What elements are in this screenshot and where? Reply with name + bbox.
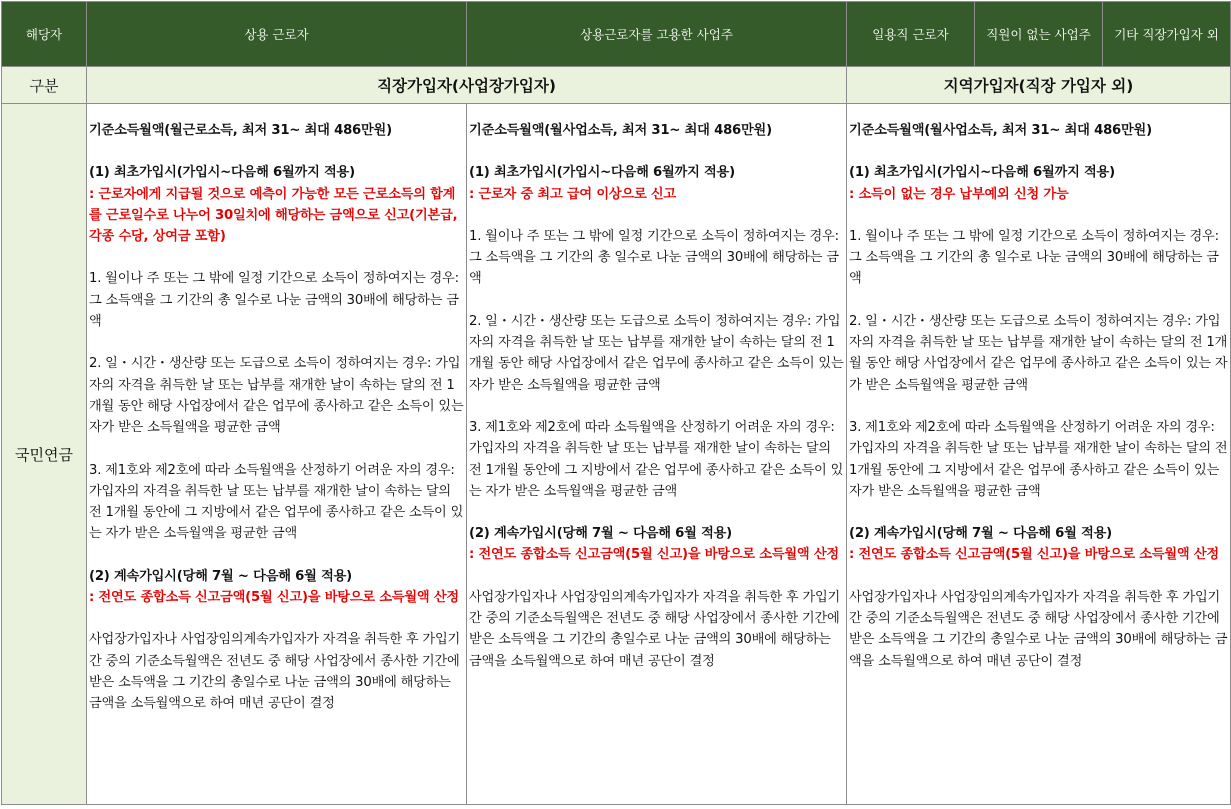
regional-cont-text: 사업장가입자나 사업장임의계속가입자가 자격을 취득한 후 가입기간 중의 기준소득월액은 전년도 중 해당 사업장에서 종사한 기간에 받은 소득액을 그 기간의 총일수로 나눈 금액의 30배에 해당하는 금액을 소득월액으로 하여 매년 공단이 결정	[849, 589, 1228, 669]
cell-employee	[87, 104, 467, 805]
employee-first-heading: (1) 최초가입시(가입시~다음해 6월까지 적용)	[89, 165, 355, 181]
employee-title: 기준소득월액(월근로소득, 최저 31~ 최대 486만원)	[89, 123, 392, 138]
employer-first-note: : 근로자 중 최고 급여 이상으로 신고	[469, 186, 676, 202]
pension-table	[1, 1, 1231, 805]
header-regular-worker: 상용 근로자	[87, 2, 467, 67]
header-row	[2, 2, 1231, 67]
cell-regional	[847, 104, 1231, 805]
employee-item3: 3. 제1호와 제2호에 따라 소득월액을 산정하기 어려운 자의 경우: 가입자의 자격을 취득한 날 또는 납부를 재개한 날이 속하는 달의 전 1개월 동안에 그 지방에서 같은 업무에 종사하고 같은 소득이 있는 자가 받은 소득월액을 평균한 금액	[89, 462, 464, 542]
employee-first-note: : 근로자에게 지급될 것으로 예측이 가능한 모든 근로소득의 합계를 근로일수로 나누어 30일치에 해당하는 금액으로 신고(기본급, 각종 수당, 상여금 포함)	[89, 186, 458, 245]
regional-item2: 2. 일・시간・생산량 또는 도급으로 소득이 정하여지는 경우: 가입자의 자격을 취득한 날 또는 납부를 재개한 날이 속하는 달의 전 1개월 동안 해당 사업장에서 같은 업무에 종사하고 같은 소득이 있는 자가 받은 소득월액을 평균한 금액	[849, 313, 1228, 393]
header-sole-proprietor: 직원이 없는 사업주	[975, 2, 1103, 67]
employer-item3: 3. 제1호와 제2호에 따라 소득월액을 산정하기 어려운 자의 경우: 가입자의 자격을 취득한 날 또는 납부를 재개한 날이 속하는 달의 전 1개월 동안에 그 지방에서 같은 업무에 종사하고 같은 소득이 있는 자가 받은 소득월액을 평균한 금액	[469, 419, 844, 499]
employer-cont-note: : 전연도 종합소득 신고금액(5월 신고)을 바탕으로 소득월액 산정	[469, 547, 839, 563]
subheader-workplace: 직장가입자(사업장가입자)	[87, 67, 847, 104]
subheader-row	[2, 67, 1231, 104]
employee-cont-note: : 전연도 종합소득 신고금액(5월 신고)을 바탕으로 소득월액 산정	[89, 590, 459, 606]
employer-title: 기준소득월액(월사업소득, 최저 31~ 최대 486만원)	[469, 123, 772, 138]
pension-row	[2, 104, 1231, 805]
subheader-regional: 지역가입자(직장 가입자 외)	[847, 67, 1231, 104]
employee-item2: 2. 일・시간・생산량 또는 도급으로 소득이 정하여지는 경우: 가입자의 자격을 취득한 날 또는 납부를 재개한 날이 속하는 달의 전 1개월 동안 해당 사업장에서 같은 업무에 종사하고 같은 소득이 있는 자가 받은 소득월액을 평균한 금액	[89, 356, 464, 436]
row-label-national-pension: 국민연금	[2, 104, 87, 805]
header-other: 기타 직장가입자 외	[1103, 2, 1231, 67]
regional-first-heading: (1) 최초가입시(가입시~다음해 6월까지 적용)	[849, 165, 1115, 181]
employer-first-heading: (1) 최초가입시(가입시~다음해 6월까지 적용)	[469, 165, 735, 181]
employer-cont-heading: (2) 계속가입시(당해 7월 ~ 다음해 6월 적용)	[469, 526, 732, 542]
header-applicable: 해당자	[2, 2, 87, 67]
regional-item3: 3. 제1호와 제2호에 따라 소득월액을 산정하기 어려운 자의 경우: 가입자의 자격을 취득한 날 또는 납부를 재개한 날이 속하는 달의 전 1개월 동안에 그 지방에서 같은 업무에 종사하고 같은 소득이 있는 자가 받은 소득월액을 평균한 금액	[849, 419, 1228, 499]
regional-cont-heading: (2) 계속가입시(당해 7월 ~ 다음해 6월 적용)	[849, 526, 1112, 542]
regional-title: 기준소득월액(월사업소득, 최저 31~ 최대 486만원)	[849, 123, 1152, 138]
employee-cont-heading: (2) 계속가입시(당해 7월 ~ 다음해 6월 적용)	[89, 568, 352, 584]
header-employer: 상용근로자를 고용한 사업주	[467, 2, 847, 67]
regional-item1: 1. 월이나 주 또는 그 밖에 일정 기간으로 소득이 정하여지는 경우: 그 소득액을 그 기간의 총 일수로 나눈 금액의 30배에 해당하는 금액	[849, 228, 1219, 287]
regional-cont-note: : 전연도 종합소득 신고금액(5월 신고)을 바탕으로 소득월액 산정	[849, 547, 1219, 563]
header-daily-worker: 일용직 근로자	[847, 2, 975, 67]
employer-cont-text: 사업장가입자나 사업장임의계속가입자가 자격을 취득한 후 가입기간 중의 기준소득월액은 전년도 중 해당 사업장에서 종사한 기간에 받은 소득액을 그 기간의 총일수로 나눈 금액의 30배에 해당하는 금액을 소득월액으로 하여 매년 공단이 결정	[469, 589, 841, 669]
cell-employer	[467, 104, 847, 805]
employer-item2: 2. 일・시간・생산량 또는 도급으로 소득이 정하여지는 경우: 가입자의 자격을 취득한 날 또는 납부를 재개한 날이 속하는 달의 전 1개월 동안 해당 사업장에서 같은 업무에 종사하고 같은 소득이 있는 자가 받은 소득월액을 평균한 금액	[469, 313, 844, 393]
employee-cont-text: 사업장가입자나 사업장임의계속가입자가 자격을 취득한 후 가입기간 중의 기준소득월액은 전년도 중 해당 사업장에서 종사한 기간에 받은 소득액을 그 기간의 총일수로 나눈 금액의 30배에 해당하는 금액을 소득월액으로 하여 매년 공단이 결정	[89, 632, 461, 712]
employer-item1: 1. 월이나 주 또는 그 밖에 일정 기간으로 소득이 정하여지는 경우: 그 소득액을 그 기간의 총 일수로 나눈 금액의 30배에 해당하는 금액	[469, 228, 839, 287]
subheader-category: 구분	[2, 67, 87, 104]
employee-item1: 1. 월이나 주 또는 그 밖에 일정 기간으로 소득이 정하여지는 경우: 그 소득액을 그 기간의 총 일수로 나눈 금액의 30배에 해당하는 금액	[89, 271, 459, 330]
regional-first-note: : 소득이 없는 경우 납부예외 신청 가능	[849, 186, 1069, 202]
